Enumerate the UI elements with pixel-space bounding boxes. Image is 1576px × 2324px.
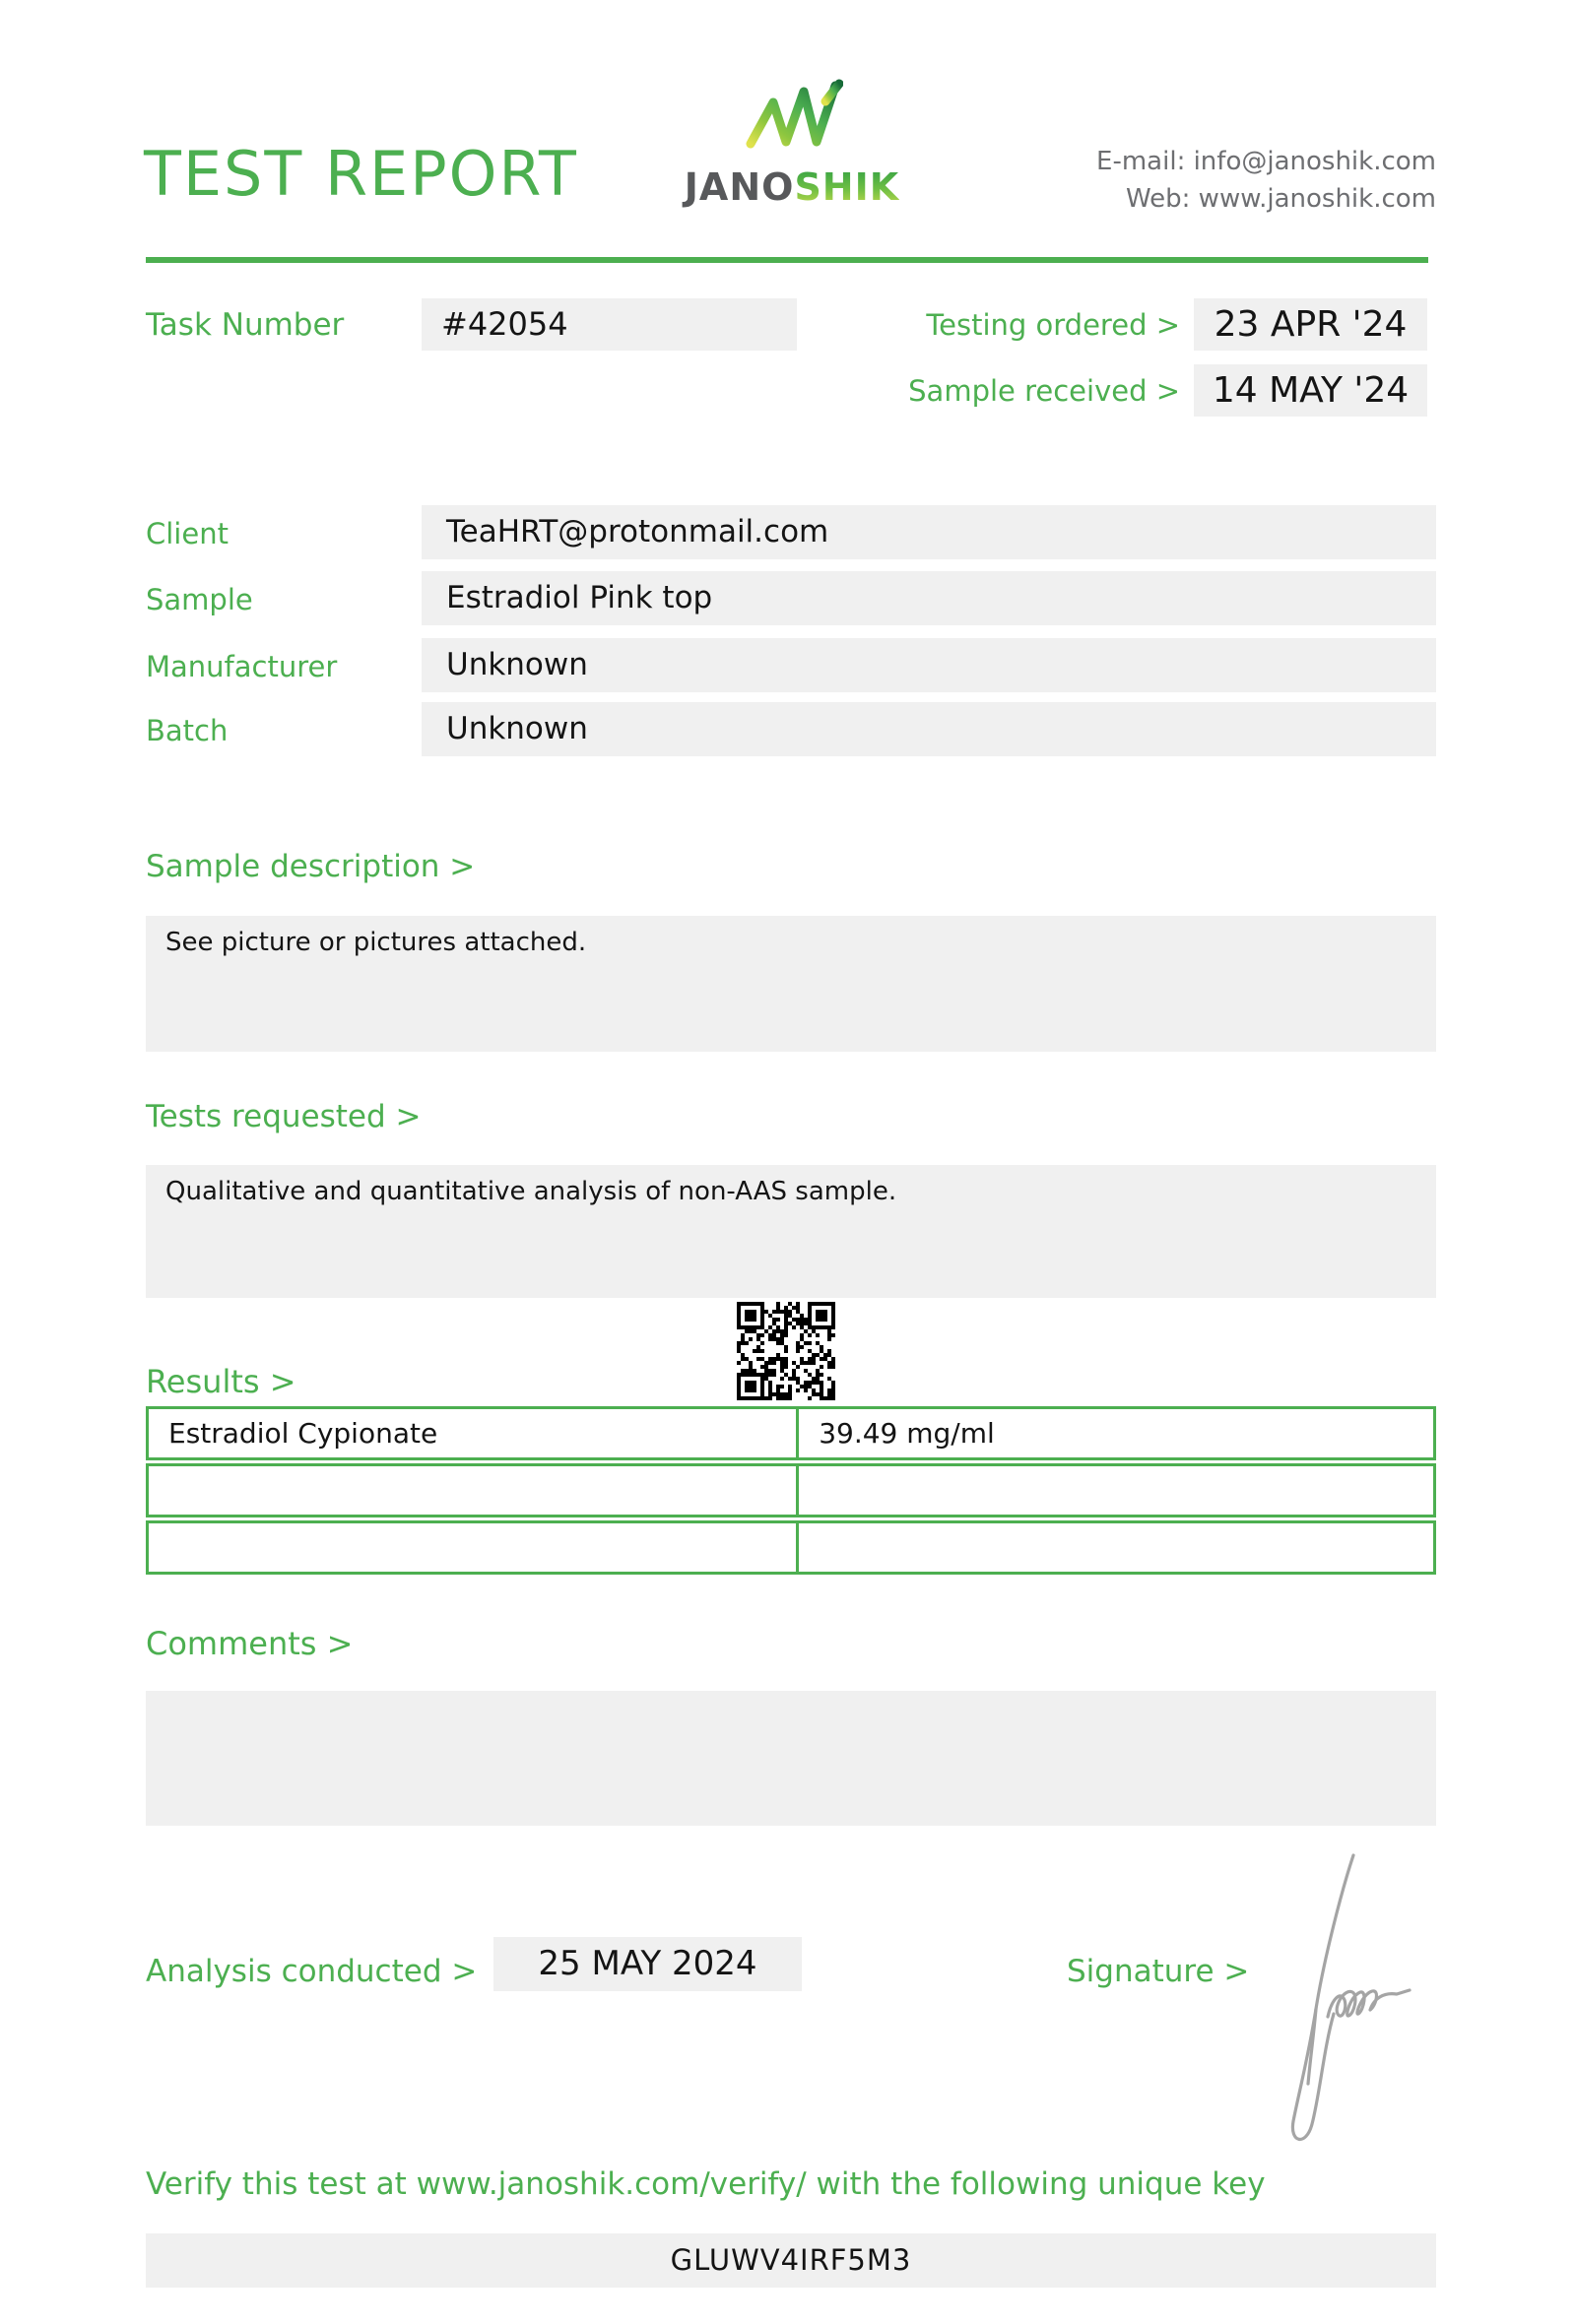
sample-value: Estradiol Pink top [422, 571, 1436, 625]
batch-label: Batch [146, 714, 229, 747]
batch-value: Unknown [422, 702, 1436, 756]
sample-received-row [886, 364, 1427, 417]
qr-code [737, 1302, 835, 1400]
analysis-conducted-label: Analysis conducted > [146, 1954, 478, 1989]
task-number-label: Task Number [146, 307, 345, 343]
result-analyte [149, 1523, 796, 1572]
client-value: TeaHRT@protonmail.com [422, 505, 1436, 559]
testing-ordered-label: Testing ordered > [926, 307, 1180, 342]
janoshik-logo [678, 79, 906, 209]
results-heading: Results > [146, 1363, 296, 1400]
client-label: Client [146, 517, 229, 550]
testing-ordered-row [886, 298, 1427, 351]
table-row [146, 1520, 1436, 1575]
result-analyte [149, 1466, 796, 1515]
sample-description-text: See picture or pictures attached. [146, 916, 1436, 1052]
result-analyte: Estradiol Cypionate [168, 1417, 438, 1450]
header-divider [146, 257, 1428, 263]
verify-instruction: Verify this test at www.janoshik.com/verify/ with the following unique key [146, 2166, 1266, 2202]
comments-text [146, 1691, 1436, 1826]
result-value [796, 1523, 1433, 1572]
manufacturer-label: Manufacturer [146, 650, 338, 683]
handwritten-signature [1271, 1849, 1428, 2155]
chart-uptrend-icon [741, 79, 843, 160]
sample-received-label: Sample received > [908, 373, 1180, 408]
comments-heading: Comments > [146, 1625, 354, 1662]
result-value [796, 1466, 1433, 1515]
analysis-date-value: 25 MAY 2024 [493, 1937, 802, 1991]
signature-label: Signature > [1067, 1954, 1250, 1989]
table-row [146, 1463, 1436, 1517]
logo-jano: JANO [684, 165, 795, 209]
sample-received-value: 14 MAY '24 [1194, 364, 1427, 417]
testing-ordered-value: 23 APR '24 [1194, 298, 1427, 351]
results-table [146, 1406, 1436, 1575]
page-title: TEST REPORT [144, 138, 578, 210]
contact-block [1096, 143, 1436, 218]
tests-requested-heading: Tests requested > [146, 1099, 422, 1134]
contact-email: E-mail: info@janoshik.com [1096, 147, 1436, 176]
task-number-value: #42054 [422, 298, 797, 351]
unique-key-value: GLUWV4IRF5M3 [146, 2233, 1436, 2288]
manufacturer-value: Unknown [422, 638, 1436, 692]
tests-requested-text: Qualitative and quantitative analysis of non-AAS sample. [146, 1165, 1436, 1298]
logo-wordmark [678, 165, 906, 209]
sample-label: Sample [146, 583, 253, 616]
result-value: 39.49 mg/ml [796, 1409, 1433, 1457]
table-row [146, 1406, 1436, 1460]
sample-description-heading: Sample description > [146, 849, 476, 884]
contact-web: Web: www.janoshik.com [1125, 184, 1436, 214]
logo-shik: SHIK [794, 165, 900, 209]
